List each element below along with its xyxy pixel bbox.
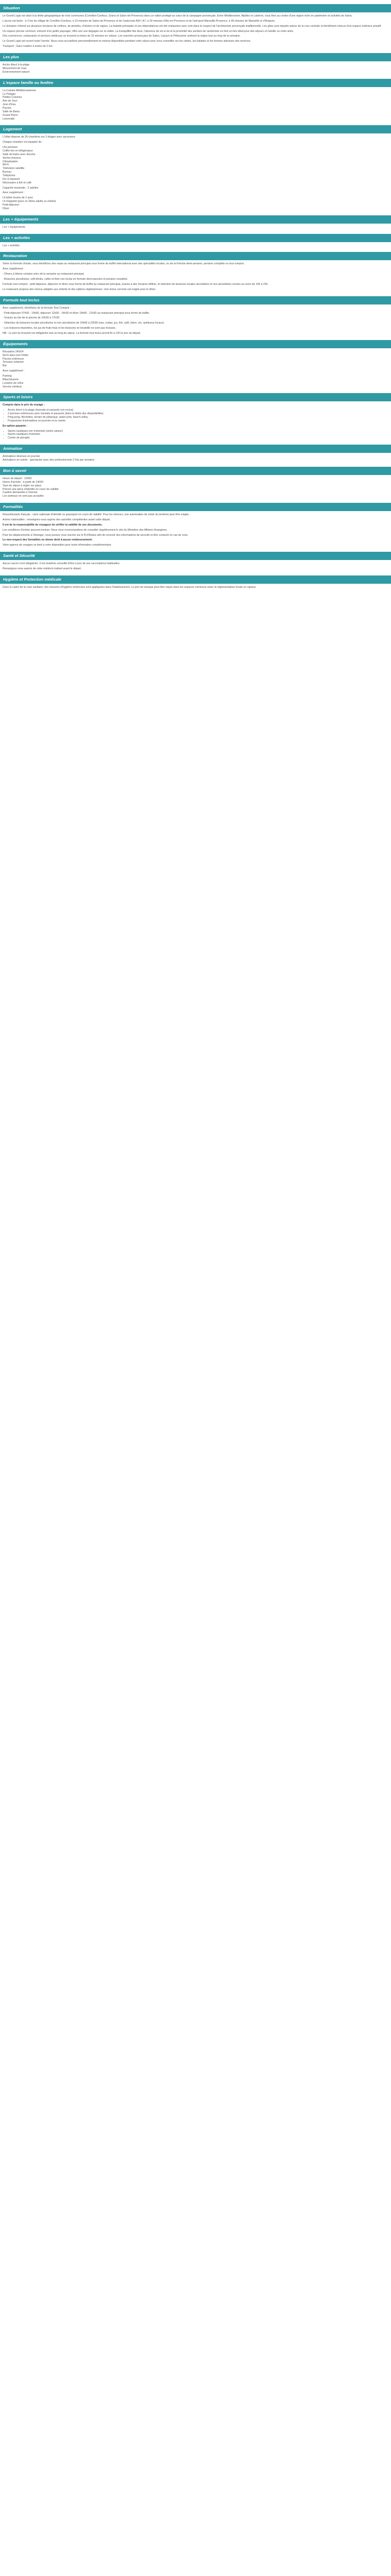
situation-para: Un espace piscine commun, entouré d'un jardin paysager, offre une vue dégagée sur la vallée. La tranquillité des lieux, l'absence de vis-à-vis et la proximité des sentiers de randonnée en font un lieu idéal pour des séjours en famille ou entre amis. (3, 29, 294, 33)
list-item: Heure d'arrivée : à partir de 14h00 (3, 480, 43, 484)
section-equipements (0, 349, 391, 393)
section-bon-a-savoir (0, 476, 391, 502)
list-item: Animations en soirée : spectacles avec des professionnels 2 fois par semaine (3, 459, 95, 462)
section-equipements-plus (0, 225, 391, 233)
sante-para: Renseignez-vous auprès de votre médecin traitant avant le départ. (3, 567, 82, 570)
section-situation (0, 13, 391, 52)
list-item: • Sports nautiques motorisés (8, 433, 388, 436)
list-item: • Centre de plongée (8, 436, 388, 440)
logement-capacity: Capacité maximale : 2 adultes (3, 186, 39, 190)
list-item: Climatisation (3, 160, 18, 163)
list-item: • Accès direct à la plage (transats et parasols non inclus) (8, 409, 388, 412)
list-item: Animations diverses en journée (3, 455, 40, 459)
section-restauration (0, 261, 391, 295)
list-item: Lavomatic (3, 117, 15, 121)
section-animation (0, 454, 391, 466)
list-item: Salle de Bains (3, 110, 20, 113)
list-item: Petit-déjeuner (3, 204, 20, 207)
formalites-para: Ressortissants français : carte nationale d'identité ou passeport en cours de validité. Pour les mineurs, une autorisation de sortie du territoire peut être exigée. (3, 513, 190, 517)
list-item: Wi-Fi dans tout l'hôtel (3, 353, 28, 357)
list-item: Taxe de séjour à régler sur place (3, 484, 42, 487)
situation-para: Le Grand Logis est ouvert toute l'année. Nous vous accueillons personnellement et restons disponibles pendant votre séjour pour vous conseiller sur les visites, les balades et les bonnes adresses des environs. (3, 40, 251, 43)
formalites-bold-note: Le non-respect des formalités ne donne droit à aucun remboursement. (3, 538, 93, 542)
list-item: Salle de bains avec douche (3, 152, 36, 156)
logement-intro: L'hôtel dispose de 26 chambres sur 3 étages avec ascenseur. (3, 135, 76, 139)
section-hygiene (0, 585, 391, 593)
section-les-plus (0, 62, 391, 78)
list-item: Téléphone (3, 174, 15, 177)
list-item: Blanchisserie (3, 378, 19, 381)
situation-para: L'accès est facile : à 3 km du village de Cornillon-Confoux, à 10 minutes de Salon-de-Provence et de l'autoroute A54 / A7, à 30 minutes d'Aix-en-Provence et de l'aéroport Marseille-Provence, à 45 minutes de Marseille et d'Avignon. (3, 19, 275, 23)
list-item: Grand Pierre (3, 113, 18, 117)
list-item: Lit d'appoint (pour un 3ème adulte ou enfant) (3, 200, 56, 204)
list-item: • Ping-pong, fléchettes, terrain de pétanque, water-polo, beach-volley (8, 416, 388, 419)
section-sports (0, 402, 391, 444)
section-title-espace: L'espace famille ou fenêtre (0, 79, 391, 87)
logement-supplement-label: Avec supplément : (3, 191, 25, 195)
restauration-para: Avec supplément : (3, 267, 25, 271)
sports-included-label: Compris dans le prix du voyage : (3, 403, 45, 407)
situation-para: Transport : Gare routière à moins de 2 km. (3, 45, 53, 48)
restauration-para: - Dîners à thème certains soirs de la semaine au restaurant principal. (3, 273, 85, 276)
list-item: Bar (3, 364, 7, 368)
section-title-bon-a-savoir: Bon à savoir (0, 467, 391, 475)
list-item: Les animaux ne sont pas acceptés (3, 495, 44, 498)
list-item: Service médical (3, 385, 22, 388)
list-item: Sèche-cheveux (3, 156, 21, 160)
list-item: Location de vélos (3, 381, 24, 385)
situation-para: Des commerces, restaurants et services médicaux se trouvent à moins de 10 minutes en voiture. Les marchés provençaux de Salon, Lançon et Pélissanne animent la région tout au long de la semaine. (3, 35, 241, 38)
section-title-formalites: Formalités (0, 503, 391, 511)
equipements-supplement-label: Avec supplément : (3, 369, 25, 373)
section-title-equipements-plus: Les + équipements (0, 215, 391, 224)
formule-para: - Sélection de boissons locales alcoolisées et non alcoolisées de 10h00 à 23h00 (eau, sodas, jus, thé, café, bière, vin, spiritueux locaux). (3, 321, 165, 325)
section-title-situation: Situation (0, 4, 391, 12)
hygiene-para: Dans le cadre de la crise sanitaire, des mesures d'hygiène renforcées sont appliquées dans l'établissement. Le port du masque peut être requis dans les espaces communs selon la réglementation locale en vigueur. (3, 585, 257, 589)
formule-para: - Snacks au bar de la piscine de 10h30 à 17h30. (3, 316, 60, 320)
formule-para: NB : Le port du bracelet est obligatoire tout au long du séjour. La formule tout inclus prend fin à 12h le jour du départ. (3, 331, 141, 335)
list-item: Télévision satellite (3, 167, 25, 171)
section-title-equipements: Équipements (0, 340, 391, 348)
section-title-sante: Santé et Sécurité (0, 552, 391, 560)
list-item: Coffre-fort et réfrigérateur (3, 149, 33, 152)
list-item: Accès direct à la plage (3, 63, 30, 67)
section-formule (0, 306, 391, 339)
list-item: Mouvement de l'eau (3, 66, 27, 70)
section-activites-plus (0, 243, 391, 251)
list-item: Piscine extérieure (3, 357, 24, 361)
page (0, 0, 391, 599)
formalites-para: Pour les déplacements à l'étranger, vous pouvez vous inscrire sur le fil d'Ariane afin de recevoir des informations de sécurité et être contacté en cas de crise. (3, 533, 189, 537)
list-item: La Cuisine Méditerranéenne (3, 89, 37, 92)
list-item: Lits jumeaux (3, 146, 18, 149)
list-item: Nécessaire à thé et café (3, 181, 31, 184)
list-item: Réception 24h/24 (3, 350, 24, 353)
restauration-para: Le restaurant propose des menus adaptés aux enfants et des options végétariennes. Une tenue correcte est exigée pour le dîner. (3, 287, 156, 291)
section-title-activites-plus: Les + activités (0, 234, 391, 242)
equipements-plus-text: Les + équipements (3, 225, 25, 229)
list-item: Prévoir une pièce d'identité en cours de validité (3, 487, 59, 491)
formalites-bold-note: Il est de la responsabilité du voyageur de vérifier la validité de ses documents. (3, 523, 103, 527)
situation-para: Le domaine s'étend sur plusieurs hectares de collines, de pinèdes, d'oliviers et de vignes. La bastide principale et ses dépendances ont été restaurées avec soin dans le respect de l'architecture provençale traditionnelle. Les gîtes sont répartis autour de la cour centrale et bénéficient chacun d'un espace extérieur privatif. (3, 24, 382, 28)
formule-para: - Petit-déjeuner 07h00 - 10h00, déjeuner 12h30 - 14h30 et dîner 19h00 - 21h30 au restaurant principal sous forme de buffet. (3, 311, 150, 315)
section-formalites (0, 512, 391, 551)
formalites-para: Autres nationalités : renseignez-vous auprès des autorités compétentes avant votre départ. (3, 518, 111, 521)
list-item: Heure de départ : 12h00 (3, 477, 32, 480)
list-item: • Programme d'animations en journée et en soirée (8, 419, 388, 423)
list-item: Le Potager (3, 92, 16, 96)
section-logement (0, 134, 391, 214)
list-item: • Sports nautiques non motorisés (selon saison) (8, 430, 388, 433)
section-title-animation: Animation (0, 445, 391, 453)
formule-para: - Les boissons importées, les jus de fruits frais et les boissons en bouteille ne sont pas incluses. (3, 327, 117, 330)
list-item: Lit bébé (moins de 2 ans) (3, 196, 33, 200)
list-item: • 2 piscines extérieures avec transats et parasols (dans la limite des disponibilités) (8, 412, 388, 416)
situation-para: Le Grand Logis est situé à la limite géographique de trois communes (Cornillon-Confoux, Grans et Salon-de-Provence) dans un vallon protégé au cœur de la campagne provençale. Entre Méditerranée, Alpilles et Lubéron, vous êtes au centre d'une région riche en patrimoine et activités de loisirs. (3, 14, 353, 18)
list-item: Dîner (3, 207, 9, 210)
formalites-para: Votre agence de voyages se tient à votre disposition pour toute information complémentaire. (3, 544, 112, 547)
section-title-hygiene: Hygiène et Protection médicale (0, 575, 391, 584)
restauration-para: Selon la formule choisie, vous bénéficiez des repas au restaurant principal sous forme de buffet international avec des spécialités locales, ou de la formule demi-pension, pension complète ou tout compris. (3, 262, 245, 266)
logement-sub: Chaque chambre est équipée de : (3, 141, 43, 144)
list-item: Jeux d'Eau (3, 103, 16, 107)
list-item: Aire de Jeux (3, 99, 18, 103)
list-item: Bureau (3, 171, 11, 174)
section-espace (0, 88, 391, 125)
restauration-para: - Boissons alcoolisées, soft-drinks, cafés et thés non inclus en formule demi-pension et pension complète. (3, 278, 128, 281)
section-sante (0, 561, 391, 574)
activites-plus-text: Les + activités (3, 244, 20, 247)
section-title-les-plus: Les plus (0, 53, 391, 61)
list-item: Parking (3, 374, 12, 378)
list-item: Petites Cuisines (3, 96, 22, 99)
section-title-restauration: Restauration (0, 252, 391, 260)
list-item: Fer à repasser (3, 177, 20, 181)
list-item: Wi-Fi (3, 163, 9, 167)
section-title-formule: Formule tout inclus (0, 296, 391, 304)
list-item: Piscine (3, 106, 11, 110)
sports-option-label: En option payante : (3, 424, 28, 428)
formule-para: Avec supplément, bénéficiez de la formule Tout Compris : (3, 306, 71, 310)
list-item: Terrasse solarium (3, 361, 24, 364)
list-item: Caution demandée à l'arrivée (3, 491, 38, 495)
section-title-logement: Logement (0, 125, 391, 133)
sante-para: Aucun vaccin n'est obligatoire. Il est toutefois conseillé d'être à jour de ses vaccinations habituelles. (3, 562, 121, 566)
formalites-para: Les conditions d'entrée peuvent évoluer. Nous vous recommandons de consulter régulièrement le site du Ministère des Affaires étrangères. (3, 528, 168, 532)
section-title-sports: Sports et loisirs (0, 393, 391, 401)
list-item: Environnement naturel (3, 70, 30, 74)
restauration-para: Formule tout compris : petit-déjeuner, déjeuner et dîner sous forme de buffet au restaurant principal, snacks à des horaires définis, et sélection de boissons locales alcoolisées et non alcoolisées servies au verre de 10h à 23h. (3, 282, 269, 286)
